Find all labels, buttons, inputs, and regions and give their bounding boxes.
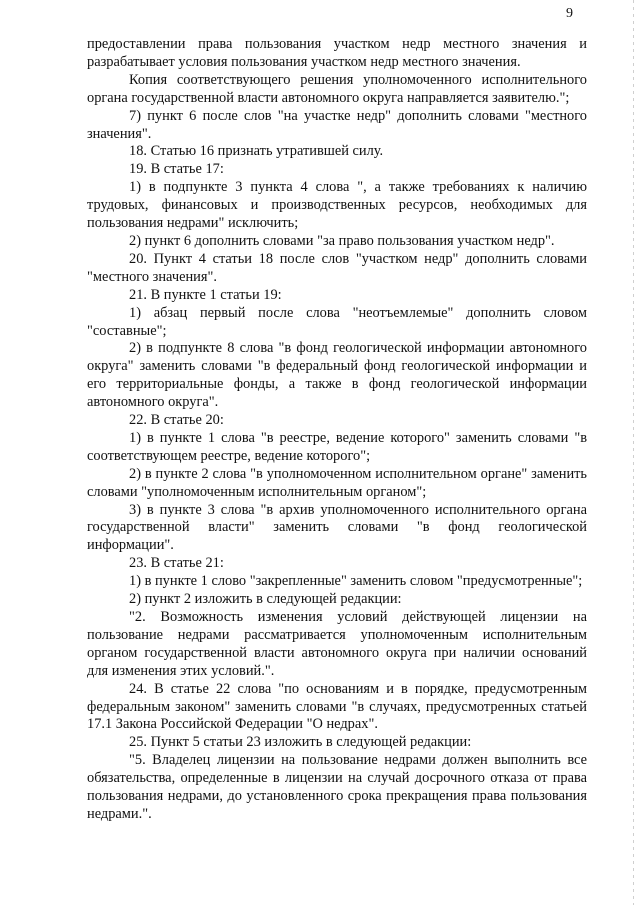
paragraph: 3) в пункте 3 слова "в архив уполномоченного исполнительного органа государственной власти" заменить словами "в фонд геологической информации". <box>87 501 587 554</box>
paragraph: 21. В пункте 1 статьи 19: <box>129 286 282 303</box>
paragraph-continuation: предоставлении права пользования участком недр местного значения и разрабатывает условия пользования участком недр местного значения. <box>87 36 587 70</box>
paragraph: 18. Статью 16 признать утратившей силу. <box>129 143 384 160</box>
paragraph: 19. В статье 17: <box>129 161 224 178</box>
paragraph: 1) абзац первый после слова "неотъемлемые" дополнить словом "составные"; <box>87 304 587 339</box>
paragraph: 2) в подпункте 8 слова "в фонд геологической информации автономного округа" заменить словами "в федеральный фонд геологической информации и его территориальные фонды, а также в фонд геологической информации автономного округа". <box>87 340 587 411</box>
paragraph: 24. В статье 22 слова "по основаниям и в порядке, предусмотренным федеральным законом" заменить словами "в случаях, предусмотренных статьей 17.1 Закона Российской Федерации "О недрах". <box>87 680 587 733</box>
paragraph: 25. Пункт 5 статьи 23 изложить в следующей редакции: <box>129 734 472 751</box>
paragraph: 23. В статье 21: <box>129 555 224 572</box>
paragraph: 1) в пункте 1 слово "закрепленные" заменить словом "предусмотренные"; <box>129 573 583 590</box>
paragraph: 2) в пункте 2 слова "в уполномоченном исполнительном органе" заменить словами "уполномоченным исполнительным органом"; <box>87 465 587 500</box>
page-number: 9 <box>566 6 573 21</box>
paragraph: "2. Возможность изменения условий действующей лицензии на пользование недрами рассматривается уполномоченным исполнительным органом государственной власти автономного округа при наличии оснований для изменения этих условий.". <box>87 609 587 679</box>
document-body <box>87 36 587 824</box>
paragraph: 1) в подпункте 3 пункта 4 слова ", а также требованиях к наличию трудовых, финансовых и производственных ресурсов, необходимых для пользования недрами" исключить; <box>87 179 587 232</box>
paragraph: 22. В статье 20: <box>129 412 224 429</box>
paragraph: 2) пункт 6 дополнить словами "за право пользования участком недр". <box>129 232 555 249</box>
page-edge-scan-artifact <box>633 0 634 905</box>
paragraph: "5. Владелец лицензии на пользование недрами должен выполнить все обязательства, определенные в лицензии на случай досрочного отказа от права пользования недрами, до установленного срока прекращения права пользования недрами.". <box>87 752 587 822</box>
paragraph: 2) пункт 2 изложить в следующей редакции: <box>129 591 402 608</box>
paragraph: 7) пункт 6 после слов "на участке недр" дополнить словами "местного значения". <box>87 107 587 142</box>
paragraph: Копия соответствующего решения уполномоченного исполнительного органа государственной власти автономного округа направляется заявителю."; <box>87 71 587 106</box>
paragraph: 20. Пункт 4 статьи 18 после слов "участком недр" дополнить словами "местного значения". <box>87 250 587 285</box>
paragraph: 1) в пункте 1 слова "в реестре, ведение которого" заменить словами "в соответствующем реестре, ведение которого"; <box>87 429 587 464</box>
